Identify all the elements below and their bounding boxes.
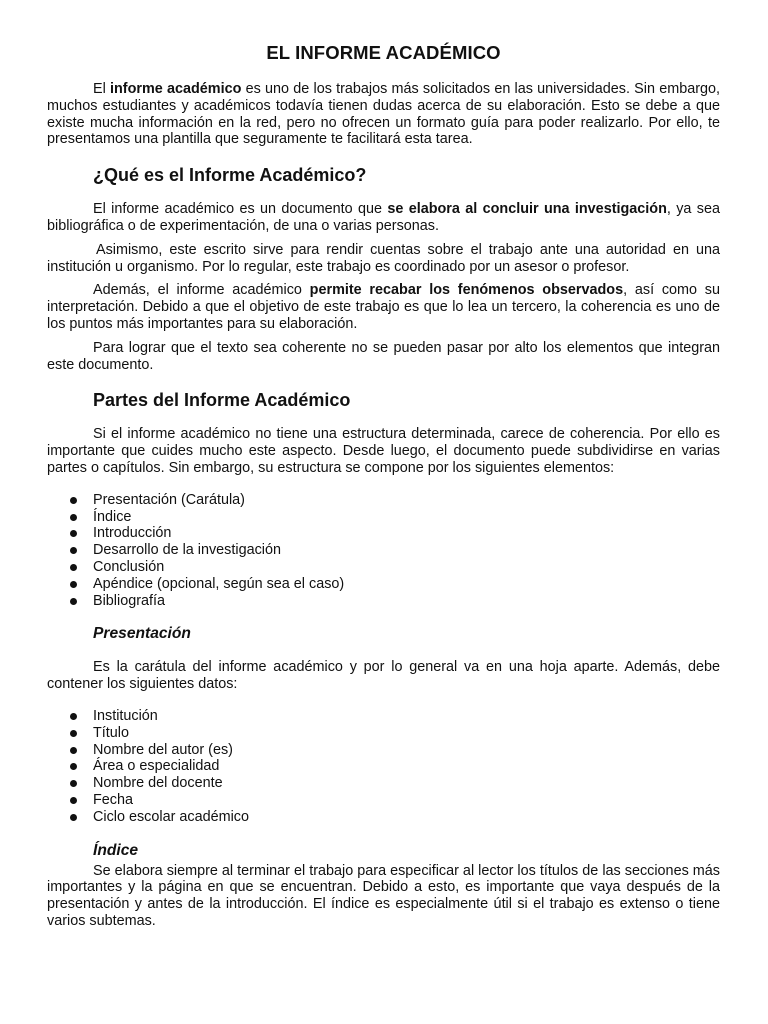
document-page [47,40,720,930]
list-item: Conclusión [47,559,720,576]
indice-paragraph: Se elabora siempre al terminar el trabajo para especificar al lector los títulos de las secciones más importantes y la página en que se encuentran. Debido a esto, es importante que vaya después de la presentación y antes de la introducción. El índice es especialmente útil si el trabajo es extenso o tiene varios subtemas. [47,862,720,929]
que-es-p3-after: , así como su interpretación. Debido a que el objetivo de este trabajo es que lo lea un tercero, la coherencia es uno de los puntos más importantes para su elaboración. [47,282,721,332]
list-item: Nombre del docente [47,775,720,792]
partes-paragraph-1: Si el informe académico no tiene una estructura determinada, carece de coherencia. Por ello es importante que cuides mucho este aspecto. Desde luego, el documento puede subdividirse en varias partes o capítulos. Sin embargo, su estructura se compone por los siguientes elementos: [47,426,720,476]
que-es-p3-before: Además, el informe académico [93,282,310,299]
section-heading-partes: Partes del Informe Académico [93,390,351,411]
list-item: Apéndice (opcional, según sea el caso) [47,576,720,593]
list-item: Índice [47,509,720,526]
que-es-p1-after: , ya sea bibliográfica o de experimentación, de una o varias personas. [47,201,720,234]
que-es-paragraph-1 [47,201,720,235]
que-es-paragraph-4: Para lograr que el texto sea coherente no se pueden pasar por alto los elementos que integran este documento. [47,339,720,373]
intro-text-bold: informe académico [110,81,242,97]
intro-paragraph [47,81,720,148]
intro-text-before: El [93,81,111,97]
partes-list [47,492,720,610]
section-heading-que-es: ¿Qué es el Informe Académico? [93,165,367,186]
list-item: Bibliografía [47,593,720,610]
que-es-p1-before: El informe académico es un documento que [93,201,388,218]
que-es-p1-bold: se elabora al concluir una investigación [387,201,667,218]
list-item: Desarrollo de la investigación [47,542,720,559]
que-es-paragraph-2: Asimismo, este escrito sirve para rendir cuentas sobre el trabajo ante una autoridad en una institución u organismo. Por lo regular, este trabajo es coordinado por un asesor o profesor. [47,241,720,275]
list-item: Título [47,725,720,742]
subsection-heading-presentacion: Presentación [93,625,191,643]
list-item: Área o especialidad [47,758,720,775]
presentacion-list [47,708,720,826]
que-es-paragraph-3 [47,282,720,332]
list-item: Institución [47,708,720,725]
que-es-p3-bold: permite recabar los fenómenos observados [309,282,624,299]
document-title: EL INFORME ACADÉMICO [266,42,501,63]
list-item: Ciclo escolar académico [47,809,720,826]
list-item: Presentación (Carátula) [47,492,720,509]
presentacion-paragraph: Es la carátula del informe académico y por lo general va en una hoja aparte. Además, debe contener los siguientes datos: [47,659,720,693]
subsection-heading-indice: Índice [93,841,139,859]
intro-text-after: es uno de los trabajos más solicitados en las universidades. Sin embargo, muchos estudiantes y académicos todavía tienen dudas acerca de su elaboración. Esto se debe a que existe mucha información en la red, pero no ofrecen un formato guía para poder realizarlo. Por ello, te presentamos una plantilla que seguramente te facilitará esta tarea. [47,81,720,148]
list-item: Fecha [47,792,720,809]
list-item: Nombre del autor (es) [47,742,720,759]
list-item: Introducción [47,525,720,542]
